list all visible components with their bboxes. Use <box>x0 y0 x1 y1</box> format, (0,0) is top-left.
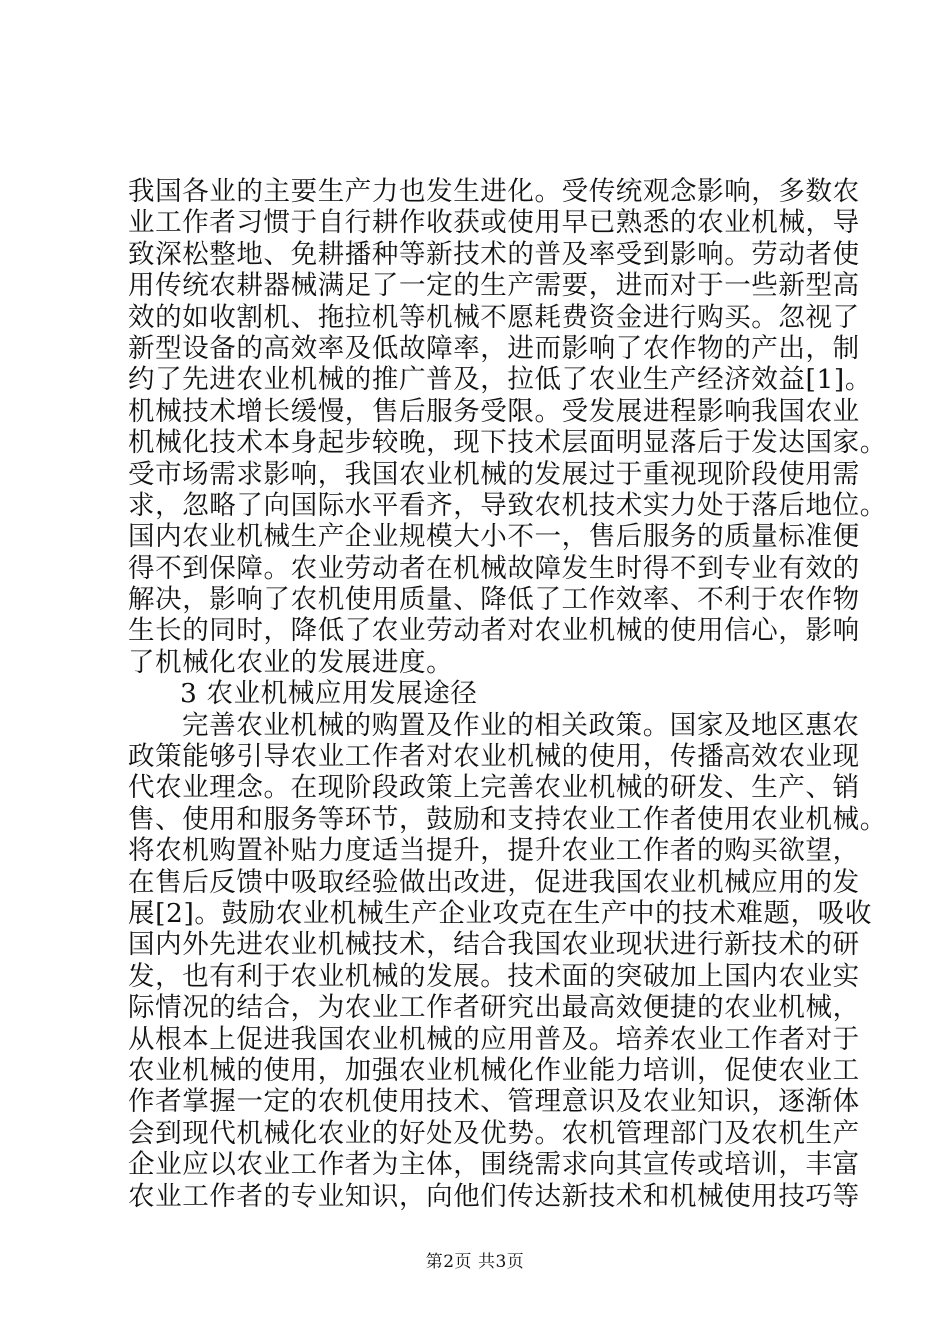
page-footer <box>0 1247 950 1272</box>
body-text <box>128 176 887 1212</box>
text-line: 际情况的结合，为农业工作者研究出最高效便捷的农业机械， <box>128 992 860 1024</box>
text-line: 受市场需求影响，我国农业机械的发展过于重视现阶段使用需 <box>128 458 860 490</box>
text-line: 代农业理念。在现阶段政策上完善农业机械的研发、生产、销 <box>128 772 860 804</box>
text-line: 会到现代机械化农业的好处及优势。农机管理部门及农机生产 <box>128 1117 860 1149</box>
text-line: 用传统农耕器械满足了一定的生产需要，进而对于一些新型高 <box>128 270 860 302</box>
text-line: 解决，影响了农机使用质量、降低了工作效率、不利于农作物 <box>128 584 860 616</box>
text-line: 展[2]。鼓励农业机械生产企业攻克在生产中的技术难题，吸收 <box>128 897 872 929</box>
text-line: 农业工作者的专业知识，向他们传达新技术和机械使用技巧等 <box>128 1180 860 1212</box>
text-line: 生长的同时，降低了农业劳动者对农业机械的使用信心，影响 <box>128 615 860 647</box>
text-line: 政策能够引导农业工作者对农业机械的使用，传播高效农业现 <box>128 741 860 773</box>
text-line: 发，也有利于农业机械的发展。技术面的突破加上国内农业实 <box>128 960 860 992</box>
text-line: 企业应以农业工作者为主体，围绕需求向其宣传或培训，丰富 <box>128 1149 860 1181</box>
text-line: 在售后反馈中吸取经验做出改进，促进我国农业机械应用的发 <box>128 866 860 898</box>
text-line: 业工作者习惯于自行耕作收获或使用早已熟悉的农业机械，导 <box>128 207 860 239</box>
text-line: 效的如收割机、拖拉机等机械不愿耗费资金进行购买。忽视了 <box>128 301 860 333</box>
text-line: 致深松整地、免耕播种等新技术的普及率受到影响。劳动者使 <box>128 238 860 270</box>
text-line: 我国各业的主要生产力也发生进化。受传统观念影响，多数农 <box>128 176 860 207</box>
text-line: 得不到保障。农业劳动者在机械故障发生时得不到专业有效的 <box>128 552 860 584</box>
text-line: 机械化技术本身起步较晚，现下技术层面明显落后于发达国家。 <box>128 427 887 459</box>
text-line: 了机械化农业的发展进度。 <box>128 646 454 678</box>
text-line: 将农机购置补贴力度适当提升，提升农业工作者的购买欲望， <box>128 835 860 867</box>
text-line: 约了先进农业机械的推广普及，拉低了农业生产经济效益[1]。 <box>128 364 872 396</box>
text-line: 从根本上促进我国农业机械的应用普及。培养农业工作者对于 <box>128 1023 860 1055</box>
text-line: 作者掌握一定的农机使用技术、管理意识及农业知识，逐渐体 <box>128 1086 860 1118</box>
text-line: 农业机械的使用，加强农业机械化作业能力培训，促使农业工 <box>128 1054 860 1086</box>
paragraph-first-line: 完善农业机械的购置及作业的相关政策。国家及地区惠农 <box>182 709 860 741</box>
page-number-label: 第2页 共3页 <box>425 1252 525 1272</box>
text-line: 新型设备的高效率及低故障率，进而影响了农作物的产出，制 <box>128 332 860 364</box>
text-line: 求，忽略了向国际水平看齐，导致农机技术实力处于落后地位。 <box>128 489 887 521</box>
text-line: 国内外先进农业机械技术，结合我国农业现状进行新技术的研 <box>128 929 860 961</box>
section-heading: 3 农业机械应用发展途径 <box>180 678 478 710</box>
text-line: 国内农业机械生产企业规模大小不一，售后服务的质量标准便 <box>128 521 860 553</box>
text-line: 机械技术增长缓慢，售后服务受限。受发展进程影响我国农业 <box>128 395 860 427</box>
text-line: 售、使用和服务等环节，鼓励和支持农业工作者使用农业机械。 <box>128 803 887 835</box>
